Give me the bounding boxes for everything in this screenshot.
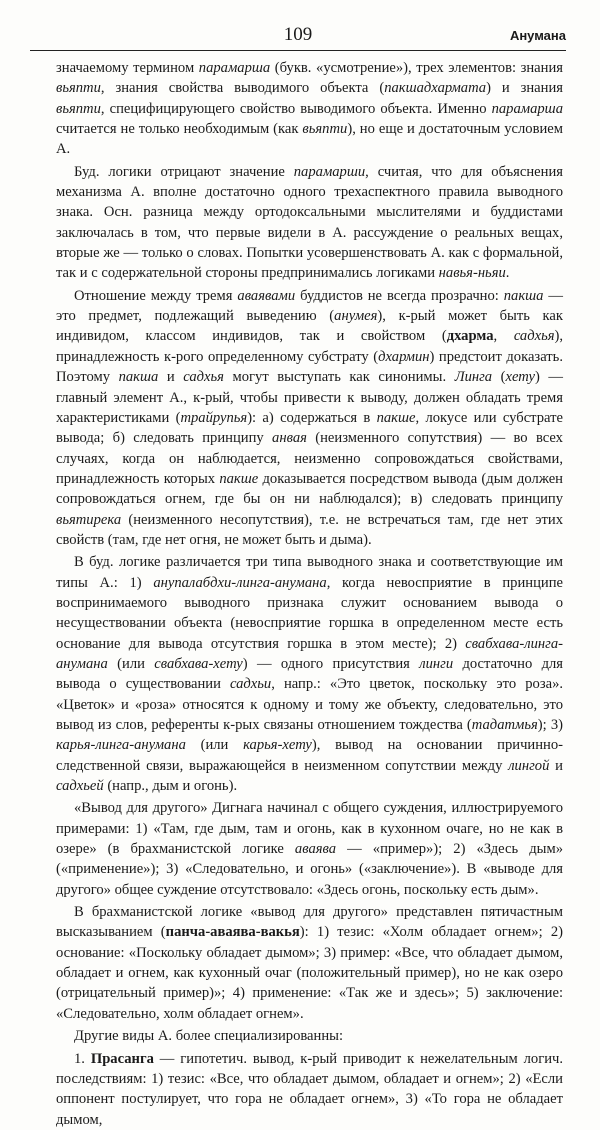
text-run: — гипотетич. вывод, к-рый приводит к нежелательным логич. последствиям: 1) тезис: «Все, что обладает дымом, обладает и огнем»; 2) «Если оппонент постулирует, что гора не обладает огнем», 3) «То гора не обладает дымом,	[56, 1050, 564, 1128]
page-header	[30, 22, 566, 48]
paragraph	[56, 1049, 563, 1130]
text-run: — «пример»); 2) «Здесь дым» («применение»); 3) «Следовательно, и огонь» («заключение»). В «выводе для другого» общее суждение отсутствовало: «Здесь огонь, поскольку есть дым».	[56, 841, 563, 898]
article-text	[56, 58, 563, 1130]
italic-term: пакше	[219, 470, 259, 487]
text-run: — это предмет, подлежащий выведению (	[56, 287, 563, 325]
header-rule	[30, 50, 566, 51]
italic-term: свабхава-хету	[154, 655, 243, 672]
text-run: ), принадлежность к-рого определенному субстрату (	[56, 328, 564, 365]
italic-term: дхармин	[378, 348, 430, 365]
italic-term: садхья	[183, 369, 224, 386]
text-run: ), вывод на основании причинно-следственной связи, выражающейся в неизменном сопутствии между	[56, 737, 564, 774]
text-run: 1.	[74, 1050, 91, 1067]
paragraph	[56, 58, 563, 160]
italic-term: линги	[419, 655, 454, 672]
italic-term: пакша	[118, 369, 159, 386]
text-run: ): а) содержаться в	[247, 409, 377, 426]
text-run: Буд. логики отрицают значение	[74, 163, 294, 180]
italic-term: навья-ньяи	[438, 265, 506, 282]
text-run: ), но еще и достаточным условием А.	[56, 121, 564, 158]
italic-term: тадатмья	[471, 717, 538, 733]
text-run: достаточно для вывода о существовании	[56, 655, 564, 693]
text-run: считается не только необходимым (как	[56, 121, 303, 138]
paragraph	[56, 798, 563, 900]
paragraph	[56, 1026, 563, 1046]
paragraph	[56, 902, 563, 1024]
text-run: и	[158, 369, 184, 386]
italic-term: вьяпти	[302, 121, 348, 138]
running-head: Анумана	[509, 28, 566, 43]
italic-term: анумея	[334, 308, 378, 325]
text-run: ,	[493, 328, 514, 345]
italic-term: парамарша	[198, 60, 271, 76]
text-run: , знания свойства выводимого объекта (	[100, 80, 385, 97]
text-run: (или	[185, 737, 244, 754]
text-run: ), к-рый может быть как индивидом, классом индивидов, так и свойством (	[56, 308, 563, 345]
italic-term: садхьи	[230, 676, 272, 693]
italic-term: Линга	[454, 369, 493, 386]
text-run: ) — главный элемент А., к-рый, чтобы привести к выводу, должен обладать тремя характеристиками (	[56, 369, 563, 426]
italic-term: вьяпти	[56, 100, 101, 117]
italic-term: трайрупья	[180, 409, 248, 426]
text-run: В брахманистской логике «вывод для другого» представлен пятичастным высказыванием (	[56, 904, 563, 941]
text-run: Отношение между тремя	[74, 287, 238, 304]
italic-term: вьятирека	[56, 511, 122, 528]
italic-term: садхьей	[56, 778, 104, 795]
bold-term: дхарма	[446, 328, 494, 345]
text-run: ) — одного присутствия	[242, 655, 420, 672]
italic-term: парамарши	[293, 163, 366, 180]
italic-term: пакша	[503, 287, 544, 304]
page-number: 109	[283, 24, 313, 45]
italic-term: анупалабдхи-линга-анумана	[153, 574, 327, 591]
italic-term: карья-линга-анумана	[56, 737, 186, 754]
text-run: ) и знания	[486, 80, 563, 97]
italic-term: садхья	[513, 328, 555, 345]
text-run: могут выступать как синонимы.	[223, 369, 455, 386]
italic-term: свабхава-линга-анумана	[56, 635, 563, 672]
text-run: (или	[107, 655, 155, 672]
bold-term: Прасанга	[90, 1050, 154, 1067]
text-run: , напр.: «Это цветок, поскольку это роза». «Цветок» и «роза» относятся к одному и тому же объекту, следовательно, это вывод из слов, референты к-рых связаны отношением тождества (	[56, 676, 564, 733]
paragraph	[56, 286, 563, 550]
text-run: (букв. «усмотрение»), трех элементов: знания	[270, 60, 563, 76]
italic-term: карья-хету	[243, 737, 312, 754]
italic-term: анвая	[272, 430, 307, 447]
italic-term: лингой	[508, 757, 550, 774]
italic-term: аваявами	[237, 287, 296, 304]
text-run: (неизменного сопутствия) — во всех случаях, когда он наблюдается, неизменно сопровождаться свойствами, принадлежность которых	[56, 430, 563, 487]
text-run: доказывается посредством вывода (дым должен сопровождаться огнем, где бы он ни наблюдался); в) следовать принципу	[56, 470, 563, 508]
text-run: , считая, что для объяснения механизма А. вполне достаточно одного трехаспектного правила выводного знака. Осн. разница между ортодоксальными мыслителями и буддистами заключалась в том, что первые видели в А. рассуждение о реальных вещах, вторые же — только о словах. Попытки усовершенствовать А. как с формальной, так и с содержательной стороны предпринимались логиками	[56, 163, 563, 282]
paragraph	[56, 162, 563, 284]
text-run: , когда невосприятие в принципе воспринимаемого выводного признака служит основанием вывода о несуществовании объекта (невосприятие горшка в определенном месте есть основание для вывода отсутствия горшка в этом месте); 2)	[56, 574, 563, 652]
text-run: В буд. логике различается три типа выводного знака и соответствующие им типы А.: 1)	[56, 554, 563, 591]
text-run: и	[549, 757, 563, 774]
text-run: , специфицирующего свойство выводимого объекта. Именно	[100, 100, 492, 117]
bold-term: панча-аваява-вакья	[165, 924, 300, 941]
italic-term: аваява	[294, 841, 337, 858]
text-run: ); 3)	[537, 717, 563, 733]
text-run: «Вывод для другого» Дигнага начинал с общего суждения, иллюстрируемого примерами: 1) «Там, где дым, там и огонь, как в кухонном очаге, но не как в озере» (в брахманистской логике	[56, 800, 563, 858]
text-run: (	[492, 369, 506, 386]
text-run: Другие виды А. более специализированны:	[74, 1028, 344, 1045]
text-run: ) предстоит доказать. Поэтому	[56, 348, 563, 386]
paragraph	[56, 552, 563, 796]
text-run: .	[505, 265, 510, 282]
text-run: ): 1) тезис: «Холм обладает огнем»; 2) основание: «Поскольку обладает дымом»; 3) пример: «Все, что обладает дымом, обладает и огнем, как кухонный очаг (положительный пример), но не как озеро (отрицательный пример)»; 4) применение: «Так же и здесь»; 5) заключение: «Следовательно, холм обладает огнем».	[56, 924, 563, 1022]
text-run: (напр., дым и огонь).	[103, 778, 238, 795]
text-run: , локусе или субстрате вывода; б) следовать принципу	[56, 409, 563, 447]
italic-term: вьяпти	[56, 80, 101, 97]
text-run: (неизменного несопутствия), т.е. не встречаться там, где нет этих свойств (там, где нет огня, не может быть и дыма).	[56, 511, 563, 548]
italic-term: парамарша	[491, 100, 563, 117]
text-run: буддистов не всегда прозрачно:	[295, 287, 504, 304]
italic-term: пакше	[376, 409, 416, 426]
text-run: значаемому термином	[56, 60, 199, 76]
italic-term: хету	[505, 369, 535, 386]
italic-term: пакшадхармата	[384, 80, 487, 97]
